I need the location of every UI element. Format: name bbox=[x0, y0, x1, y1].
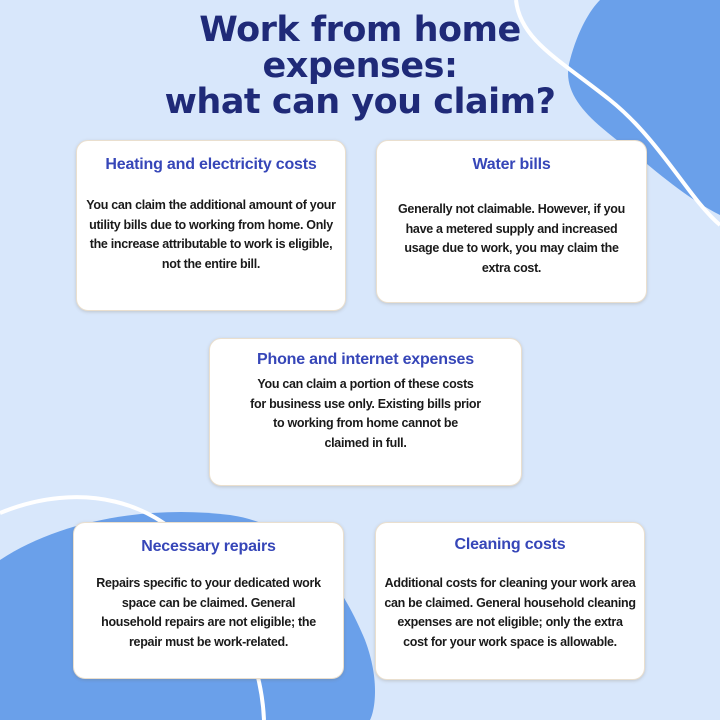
card-heating-electricity bbox=[76, 140, 346, 311]
title-line-3: what can you claim? bbox=[164, 82, 556, 122]
card-body: You can claim the additional amount of your utility bills due to working from home. Only the increase attributable to work is eligible, not the entire bill. bbox=[86, 198, 336, 271]
card-water-bills bbox=[376, 140, 647, 303]
card-heading: Phone and internet expenses bbox=[257, 351, 474, 368]
card-body: Additional costs for cleaning your work area can be claimed. General household cleaning expenses are not eligible; only the extra cost for your work space is allowable. bbox=[384, 576, 636, 649]
card-body: Repairs specific to your dedicated work space can be claimed. General household repairs are not eligible; the repair must be work-related. bbox=[96, 576, 321, 649]
title-line-2: expenses: bbox=[262, 46, 458, 86]
card-necessary-repairs bbox=[73, 522, 344, 679]
card-heading: Cleaning costs bbox=[454, 536, 566, 553]
card-cleaning-costs bbox=[375, 522, 645, 680]
card-body: You can claim a portion of these costs for business use only. Existing bills prior to working from home cannot be claimed in full. bbox=[250, 377, 481, 450]
card-phone-internet bbox=[209, 338, 522, 486]
card-heading: Water bills bbox=[472, 156, 551, 173]
title-line-1: Work from home bbox=[199, 10, 521, 50]
page-title bbox=[0, 12, 720, 120]
card-heading: Necessary repairs bbox=[141, 538, 276, 555]
card-heading: Heating and electricity costs bbox=[105, 156, 317, 173]
card-body: Generally not claimable. However, if you have a metered supply and increased usage due to work, you may claim the extra cost. bbox=[398, 202, 625, 275]
